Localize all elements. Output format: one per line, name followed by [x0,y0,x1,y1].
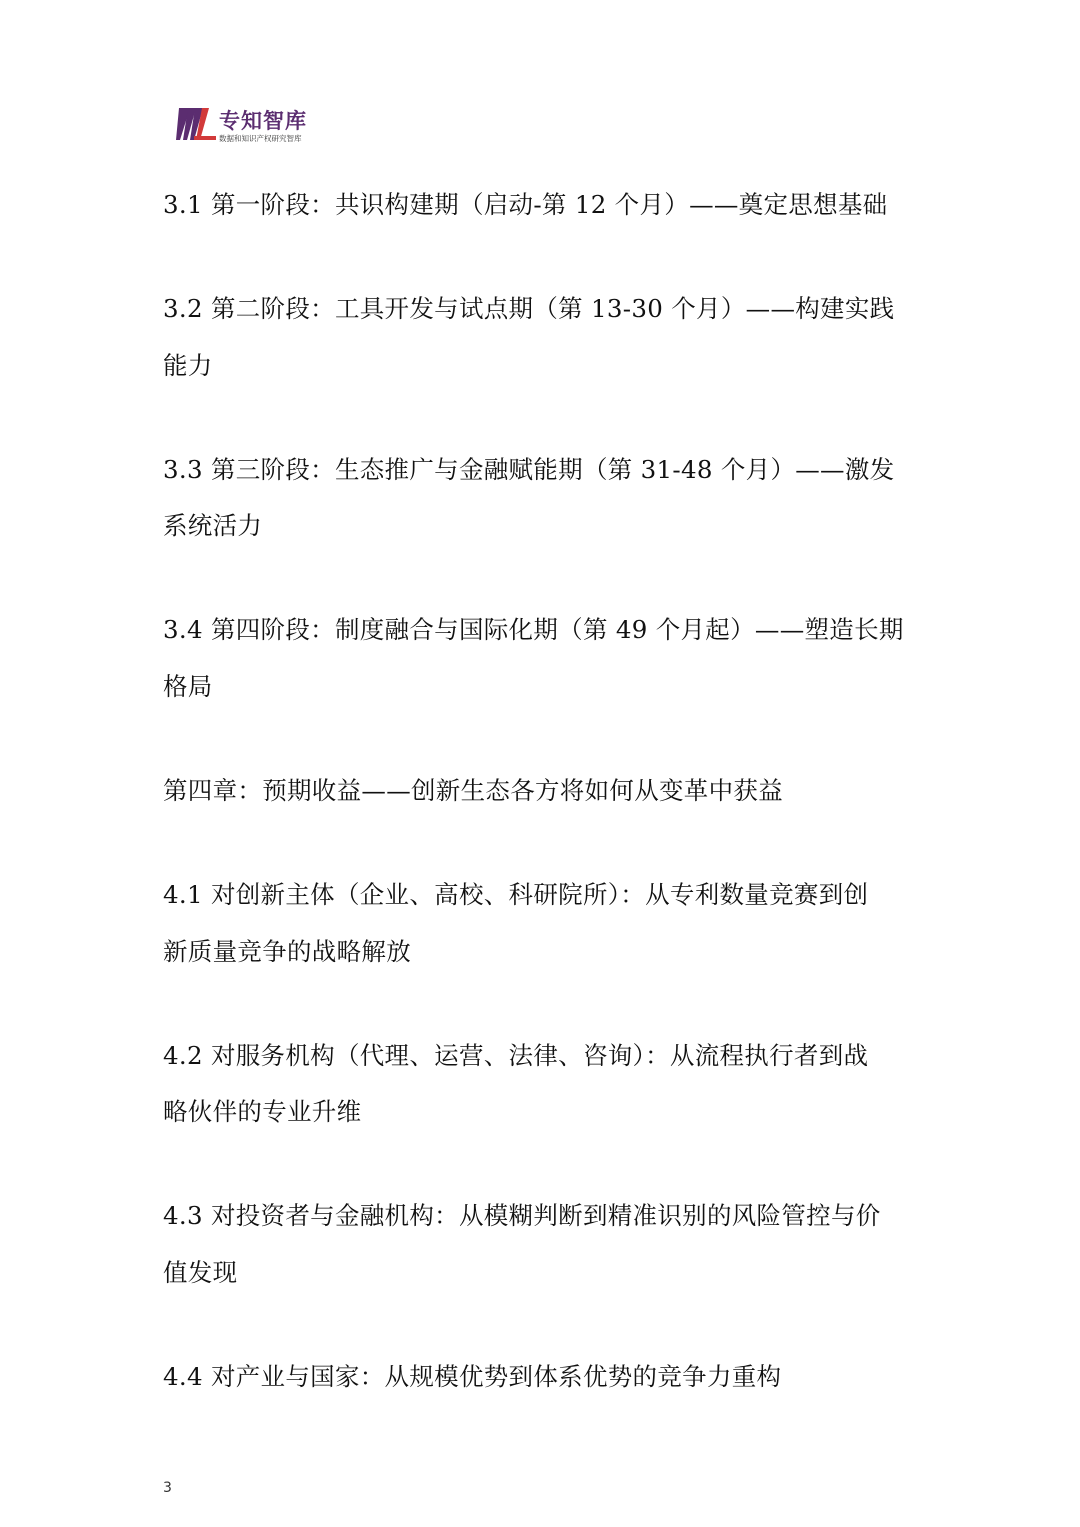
chapter-heading-4: 第四章：预期收益——创新生态各方将如何从变革中获益 [163,776,783,805]
section-heading-3-2-cont: 能力 [163,351,213,380]
logo-subtitle: 数据和知识产权研究智库 [219,134,302,143]
logo-mark-icon [176,104,216,144]
section-heading-3-4-cont: 格局 [163,672,213,701]
section-heading-3-3-cont: 系统活力 [163,511,263,540]
logo-title: 专知智库 [219,109,307,133]
section-heading-4-1: 4.1 对创新主体（企业、高校、科研院所）：从专利数量竞赛到创 [163,880,869,909]
section-heading-3-2: 3.2 第二阶段：工具开发与试点期（第 13-30 个月）——构建实践 [163,294,895,323]
section-heading-3-4: 3.4 第四阶段：制度融合与国际化期（第 49 个月起）——塑造长期 [163,615,904,644]
section-heading-4-4: 4.4 对产业与国家：从规模优势到体系优势的竞争力重构 [163,1362,782,1391]
section-heading-4-1-cont: 新质量竞争的战略解放 [163,937,411,966]
section-heading-3-3: 3.3 第三阶段：生态推广与金融赋能期（第 31-48 个月）——激发 [163,455,895,484]
section-heading-4-2: 4.2 对服务机构（代理、运营、法律、咨询）：从流程执行者到战 [163,1041,869,1070]
section-heading-3-1: 3.1 第一阶段：共识构建期（启动-第 12 个月）——奠定思想基础 [163,190,888,219]
section-heading-4-3: 4.3 对投资者与金融机构：从模糊判断到精准识别的风险管控与价 [163,1201,881,1230]
logo [176,104,376,146]
section-heading-4-3-cont: 值发现 [163,1258,238,1287]
page-number: 3 [163,1480,172,1496]
section-heading-4-2-cont: 略伙伴的专业升维 [163,1097,362,1126]
